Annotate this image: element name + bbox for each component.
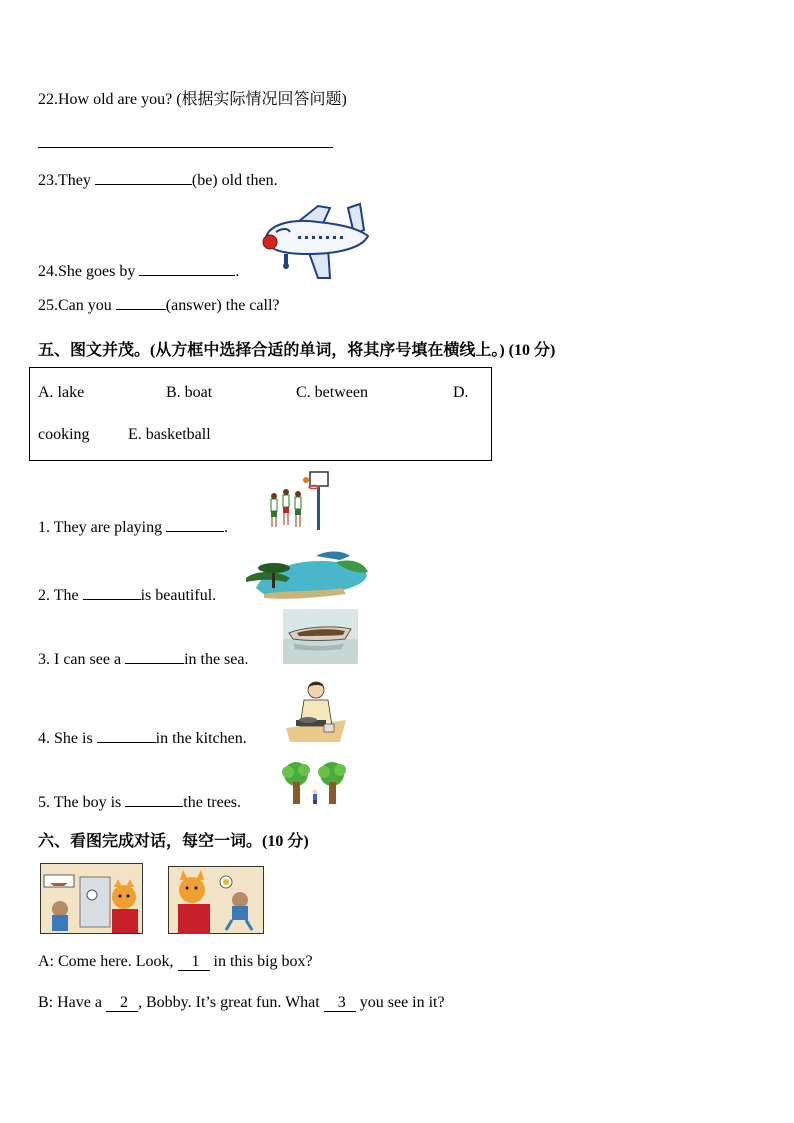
section-5-heading	[38, 337, 555, 360]
airplane-illustration	[258, 200, 376, 280]
fill-item-5-prefix: 5. The boy is	[38, 794, 126, 811]
fill-blank-5[interactable]	[125, 792, 183, 807]
question-25-suffix: (answer) the call?	[165, 297, 280, 314]
fill-item-4-prefix: 4. She is	[38, 730, 97, 747]
section-5-score: (10 分)	[508, 342, 556, 359]
dialog-blank-2[interactable]	[106, 994, 138, 1012]
section-5-title: 五、图文并茂。(从方框中选择合适的单词，将其序号填在横线上。)	[38, 342, 505, 359]
answer-blank-23[interactable]	[95, 170, 192, 185]
basketball-illustration	[262, 470, 332, 532]
dialog-blank-2-number: 2	[119, 994, 128, 1011]
fill-item-1-suffix: .	[224, 519, 229, 536]
dialog-blank-3-number: 3	[337, 994, 346, 1011]
section-6-heading	[38, 828, 309, 851]
question-24-prefix: 24.She goes by	[38, 263, 140, 280]
answer-line-22[interactable]	[38, 147, 333, 148]
fill-item-1	[38, 517, 228, 537]
section-6-title: 六、看图完成对话，每空一词。	[38, 833, 263, 850]
question-23-suffix: (be) old then.	[191, 172, 278, 189]
answer-blank-25[interactable]	[116, 295, 166, 310]
fill-item-2	[38, 585, 216, 605]
fill-blank-2[interactable]	[83, 585, 141, 600]
option-d-letter: D.	[453, 384, 469, 401]
dialog-line-b	[38, 994, 445, 1012]
question-24	[38, 261, 239, 281]
fill-item-2-suffix: is beautiful.	[140, 587, 217, 604]
question-25	[38, 295, 280, 315]
question-24-suffix: .	[235, 263, 240, 280]
dialog-blank-3[interactable]	[324, 994, 356, 1012]
dialog-b-prefix: B: Have a	[38, 994, 106, 1011]
option-d-word: cooking	[38, 426, 90, 443]
word-options-box	[29, 367, 492, 461]
question-22-text: 22.How old are you? (根据实际情况回答问题)	[38, 91, 347, 108]
answer-blank-24[interactable]	[139, 261, 235, 276]
fill-item-1-prefix: 1. They are playing	[38, 519, 167, 536]
fill-item-3-suffix: in the sea.	[184, 651, 249, 668]
cooking-illustration	[286, 680, 346, 742]
fill-blank-3[interactable]	[125, 649, 184, 664]
option-b: B. boat	[166, 384, 213, 401]
question-22	[38, 86, 347, 109]
fill-item-4	[38, 728, 247, 748]
dialog-a-prefix: A: Come here. Look,	[38, 953, 178, 970]
fill-item-4-suffix: in the kitchen.	[155, 730, 247, 747]
boat-illustration	[283, 609, 358, 664]
option-e: E. basketball	[128, 426, 211, 443]
fill-item-3-prefix: 3. I can see a	[38, 651, 126, 668]
fill-item-2-prefix: 2. The	[38, 587, 83, 604]
question-25-prefix: 25.Can you	[38, 297, 116, 314]
option-c: C. between	[296, 384, 368, 401]
dialog-b-suffix: you see in it?	[355, 994, 445, 1011]
dialog-b-middle: , Bobby. It’s great fun. What	[137, 994, 324, 1011]
dialog-blank-1-number: 1	[191, 953, 200, 970]
fill-blank-1[interactable]	[166, 517, 224, 532]
dialog-picture-1	[40, 863, 143, 934]
fill-item-3	[38, 649, 248, 669]
dialog-blank-1[interactable]	[178, 953, 210, 971]
dialog-picture-2	[168, 866, 264, 934]
question-23	[38, 170, 278, 190]
fill-blank-4[interactable]	[97, 728, 156, 743]
fill-item-5-suffix: the trees.	[183, 794, 242, 811]
lake-illustration	[246, 548, 370, 600]
dialog-line-a	[38, 953, 313, 971]
fill-item-5	[38, 792, 241, 812]
section-6-score: (10 分)	[262, 833, 309, 850]
question-23-prefix: 23.They	[38, 172, 95, 189]
option-a: A. lake	[38, 384, 85, 401]
dialog-a-suffix: in this big box?	[209, 953, 313, 970]
trees-illustration	[282, 760, 348, 806]
